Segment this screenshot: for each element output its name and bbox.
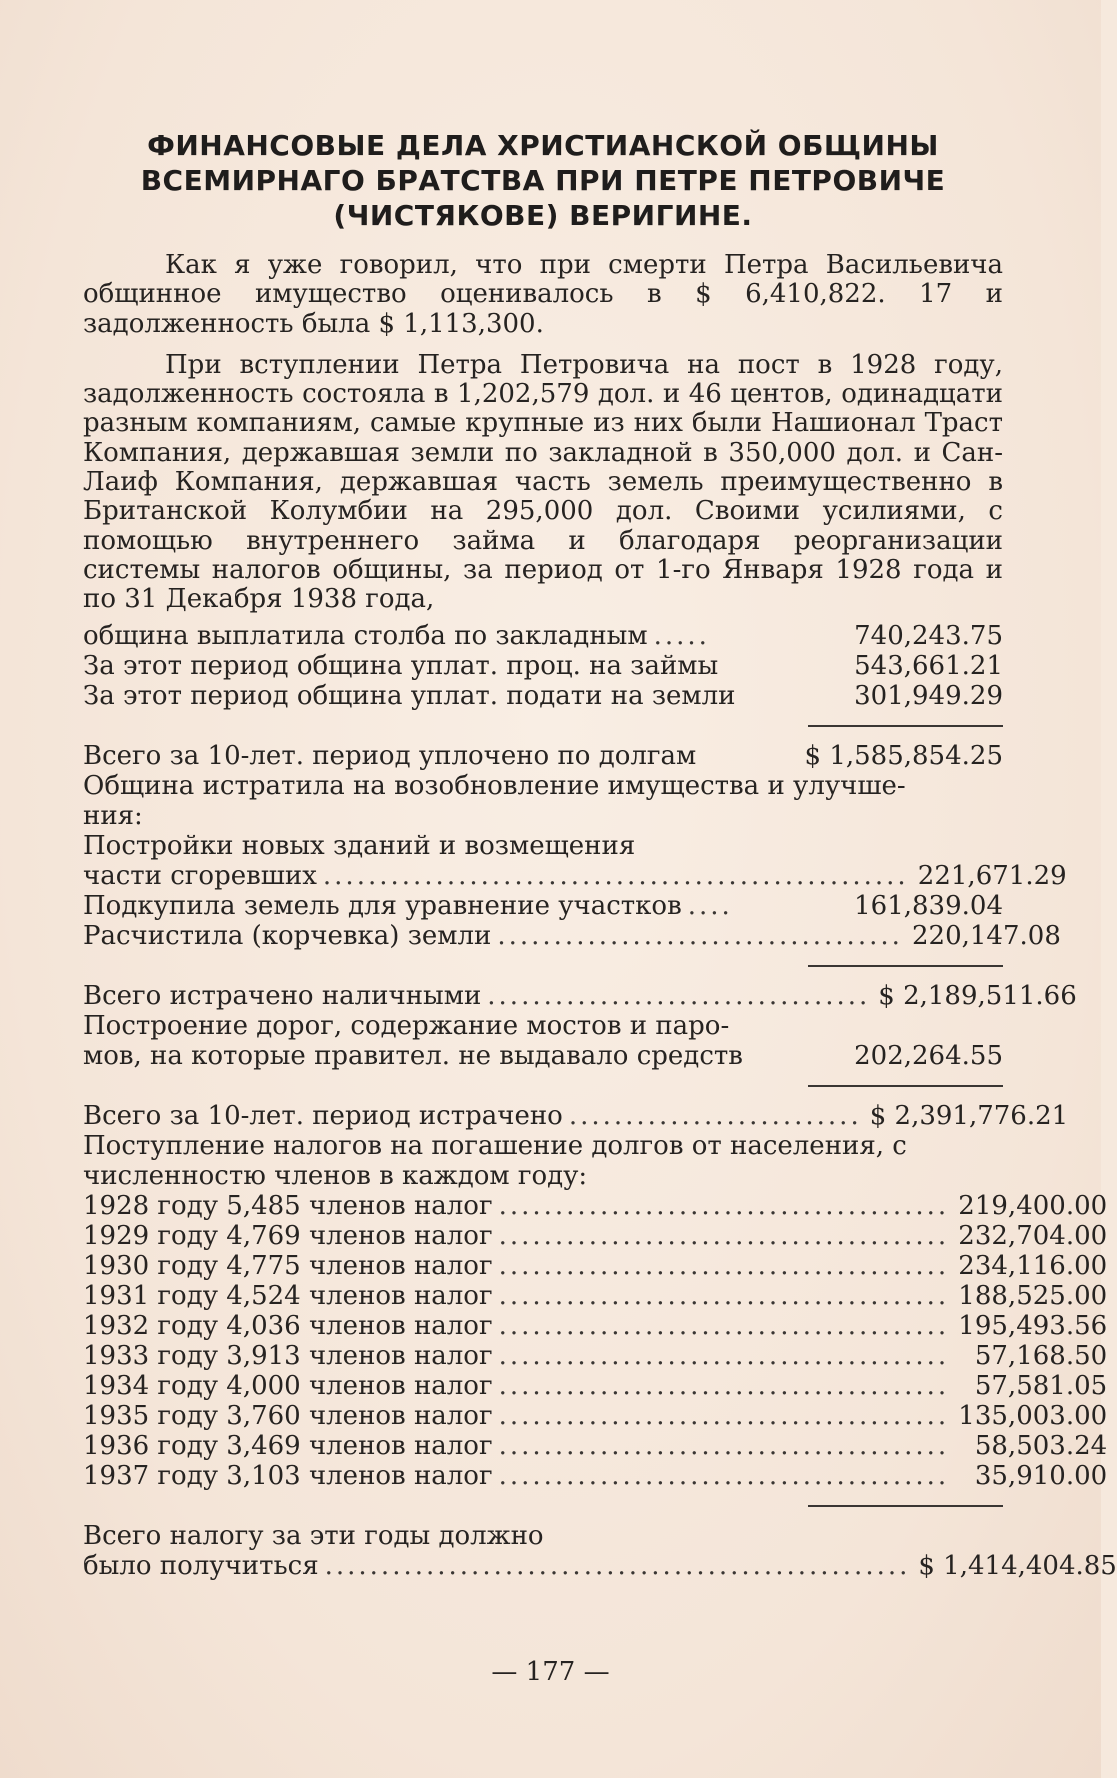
tax-label: 1931 году 4,524 членов налог bbox=[83, 1280, 493, 1311]
leader-dots: ........................................ bbox=[498, 1370, 950, 1401]
payment-row bbox=[83, 681, 1003, 711]
tax-amount: 234,116.00 bbox=[958, 1250, 1108, 1281]
title-line-1: ФИНАНСОВЫЕ ДЕЛА ХРИСТИАНСКОЙ ОБЩИНЫ bbox=[147, 129, 939, 162]
payment-amount: 740,243.75 bbox=[854, 620, 1003, 651]
total-debts-amount: $ 1,585,854.25 bbox=[804, 740, 1003, 771]
improvement-label: Подкупила земель для уравнение участков bbox=[83, 890, 682, 921]
taxes-list bbox=[83, 1190, 1108, 1491]
total-spent-label: Всего за 10-лет. период истрачено bbox=[83, 1100, 563, 1131]
improvement-label-line-1: Постройки новых зданий и возмещения bbox=[83, 830, 636, 861]
improvements-intro-line-1: Община истратила на возобновление имущества и улучше- bbox=[83, 770, 906, 801]
tax-row bbox=[83, 1400, 1108, 1431]
leader-dots: ........................................ bbox=[498, 1250, 950, 1281]
paragraph-2: При вступлении Петра Петровича на пост в 1928 году, задолженность состояла в 1,202,579 дол. и 46 центов, одинадцати разным компаниям, самые крупные из них были Нашионал Траст Компания, державшая земли по закладной в 350,000 дол. и Сан-Лаиф Компания, державшая часть земель преимущественно в Британской Колумбии на 295,000 дол. Своими усилиями, с помощью внутреннего займа и благодаря реорганизации системы налогов общины, за период от 1-го Января 1928 года и по 31 Декабря 1938 года, bbox=[83, 349, 1003, 615]
roads-row bbox=[83, 1041, 1003, 1071]
tax-label: 1932 году 4,036 членов налог bbox=[83, 1310, 493, 1341]
payment-amount: 543,661.21 bbox=[854, 650, 1003, 681]
payment-row bbox=[83, 621, 1003, 651]
payment-label: община выплатила столба по закладным bbox=[83, 620, 648, 651]
tax-label: 1928 году 5,485 членов налог bbox=[83, 1190, 493, 1221]
leader-dots: ........................................ bbox=[498, 1190, 950, 1221]
tax-amount: 188,525.00 bbox=[958, 1280, 1108, 1311]
total-debts-label: Всего за 10-лет. период уплочено по долгам bbox=[83, 740, 697, 771]
leader-dots: ........................................ bbox=[498, 1220, 950, 1251]
sum-rule bbox=[808, 1505, 1003, 1507]
tax-label: 1936 году 3,469 членов налог bbox=[83, 1430, 493, 1461]
leader-dots: .................................. bbox=[487, 980, 871, 1011]
improvement-label: части сгоревших bbox=[83, 860, 317, 891]
tax-amount: 232,704.00 bbox=[958, 1220, 1108, 1251]
tax-amount: 195,493.56 bbox=[958, 1310, 1108, 1341]
page-number: — 177 — bbox=[491, 1657, 610, 1687]
total-cash-row bbox=[83, 980, 1077, 1011]
tax-row bbox=[83, 1310, 1108, 1341]
leader-dots: .... bbox=[687, 890, 733, 921]
improvement-row bbox=[83, 891, 1003, 921]
tax-amount: 35,910.00 bbox=[974, 1460, 1108, 1491]
tax-row bbox=[83, 1340, 1108, 1371]
total-tax-label: было получиться bbox=[83, 1550, 319, 1581]
roads-line-1: Построение дорог, содержание мостов и паро- bbox=[83, 1010, 730, 1041]
sum-rule bbox=[808, 965, 1003, 967]
sum-rule bbox=[808, 725, 1003, 727]
total-cash-amount: $ 2,189,511.66 bbox=[878, 980, 1077, 1011]
tax-row bbox=[83, 1250, 1108, 1281]
tax-amount: 57,581.05 bbox=[974, 1370, 1108, 1401]
improvements-intro-line-2: ния: bbox=[83, 800, 143, 831]
tax-label: 1933 году 3,913 членов налог bbox=[83, 1340, 493, 1371]
improvement-amount: 221,671.29 bbox=[917, 860, 1067, 891]
total-cash-label: Всего истрачено наличными bbox=[83, 980, 482, 1011]
sum-rule bbox=[808, 1085, 1003, 1087]
leader-dots: ........................................ bbox=[498, 1430, 950, 1461]
improvement-amount: 220,147.08 bbox=[912, 920, 1061, 951]
tax-row bbox=[83, 1190, 1108, 1221]
tax-row bbox=[83, 1220, 1108, 1251]
tax-amount: 58,503.24 bbox=[974, 1430, 1108, 1461]
payment-label: За этот период община уплат. подати на земли bbox=[83, 680, 736, 711]
payment-label: За этот период община уплат. проц. на займы bbox=[83, 650, 719, 681]
payment-amount: 301,949.29 bbox=[854, 680, 1003, 711]
page-content bbox=[83, 128, 1117, 1581]
leader-dots: .................................... bbox=[497, 920, 903, 951]
tax-label: 1934 году 4,000 членов налог bbox=[83, 1370, 493, 1401]
total-tax-line-1: Всего налогу за эти годы должно bbox=[83, 1520, 544, 1551]
payment-row bbox=[83, 651, 1003, 681]
leader-dots: .................................................... bbox=[322, 860, 909, 891]
improvement-row bbox=[83, 860, 1067, 891]
leader-dots: ........................................ bbox=[498, 1340, 950, 1371]
leader-dots: ........................................ bbox=[498, 1310, 950, 1341]
tax-row bbox=[83, 1460, 1108, 1491]
tax-label: 1937 году 3,103 членов налог bbox=[83, 1460, 493, 1491]
leader-dots: .......................... bbox=[568, 1100, 862, 1131]
leader-dots: ........................................ bbox=[498, 1400, 950, 1431]
total-spent-amount: $ 2,391,776.21 bbox=[869, 1100, 1069, 1131]
improvement-amount: 161,839.04 bbox=[854, 890, 1003, 921]
leader-dots: .................................................... bbox=[324, 1550, 911, 1581]
tax-row bbox=[83, 1280, 1108, 1311]
total-spent-row bbox=[83, 1100, 1069, 1131]
taxes-intro-line-2: численностю членов в каждом году: bbox=[83, 1160, 588, 1191]
total-tax-row bbox=[83, 1550, 1117, 1581]
leader-dots: ........................................ bbox=[498, 1460, 950, 1491]
roads-amount: 202,264.55 bbox=[854, 1040, 1003, 1071]
improvement-row bbox=[83, 920, 1061, 951]
tax-amount: 57,168.50 bbox=[974, 1340, 1108, 1371]
tax-amount: 135,003.00 bbox=[958, 1400, 1108, 1431]
tax-label: 1929 году 4,769 членов налог bbox=[83, 1220, 493, 1251]
tax-label: 1930 году 4,775 членов налог bbox=[83, 1250, 493, 1281]
tax-label: 1935 году 3,760 членов налог bbox=[83, 1400, 493, 1431]
improvement-label: Расчистила (корчевка) земли bbox=[83, 920, 492, 951]
total-tax-amount: $ 1,414,404.85 bbox=[918, 1550, 1117, 1581]
chapter-title bbox=[83, 128, 1003, 233]
roads-label: мов, на которые правител. не выдавало средств bbox=[83, 1040, 743, 1071]
total-debts-row bbox=[83, 741, 1003, 771]
leader-dots: ........................................ bbox=[498, 1280, 950, 1311]
tax-row bbox=[83, 1370, 1108, 1401]
tax-amount: 219,400.00 bbox=[958, 1190, 1108, 1221]
payments-list bbox=[83, 621, 1003, 711]
taxes-intro-line-1: Поступление налогов на погашение долгов от населения, с bbox=[83, 1130, 907, 1161]
title-line-2: ВСЕМИРНАГО БРАТСТВА ПРИ ПЕТРЕ ПЕТРОВИЧЕ bbox=[140, 164, 946, 197]
leader-dots: ..... bbox=[653, 620, 710, 651]
paragraph-1: Как я уже говорил, что при смерти Петра Васильевича общинное имущество оценивалось в $ 6,410,822. 17 и задолженность была $ 1,113,300. bbox=[83, 250, 1003, 339]
title-line-3: (ЧИСТЯКОВЕ) ВЕРИГИНЕ. bbox=[333, 199, 753, 232]
tax-row bbox=[83, 1430, 1108, 1461]
